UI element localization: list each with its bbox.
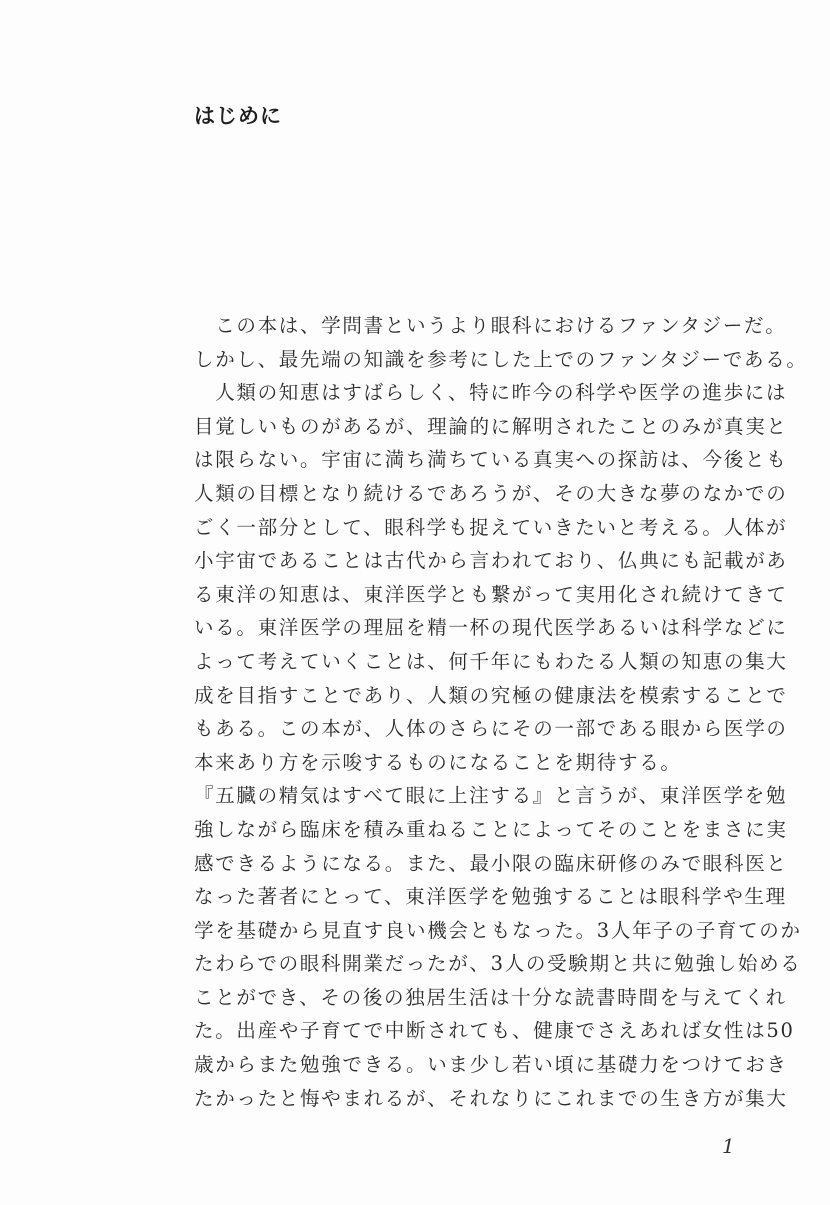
text-line: 『五臓の精気はすべて眼に上注する』と言うが、東洋医学を勉 [194, 784, 788, 808]
text-line: 感できるようになる。また、最小限の臨床研修のみで眼科医と [194, 851, 788, 875]
text-line: もある。この本が、人体のさらにその一部である眼から医学の [194, 717, 788, 741]
text-line: 学を基礎から見直す良い機会ともなった。3人年子の子育てのか [194, 918, 802, 942]
text-line: 小宇宙であることは古代から言われており、仏典にも記載があ [194, 549, 788, 573]
text-line: たかったと悔やまれるが、それなりにこれまでの生き方が集大 [194, 1086, 788, 1110]
text-line: いる。東洋医学の理屈を精一杯の現代医学あるいは科学などに [194, 616, 788, 640]
text-line: たわらでの眼科開業だったが、3人の受験期と共に勉強し始める [194, 952, 802, 976]
text-line: この本は、学問書というより眼科におけるファンタジーだ。 [194, 314, 787, 337]
text-line: 成を目指すことであり、人類の究極の健康法を模索することで [194, 683, 788, 707]
text-line: よって考えていくことは、何千年にもわたる人類の知恵の集大 [194, 649, 788, 673]
text-line: 歳からまた勉強できる。いま少し若い頃に基礎力をつけておき [194, 1053, 788, 1077]
page-number: 1 [722, 1134, 735, 1158]
text-line: る東洋の知恵は、東洋医学とも繋がって実用化され続けてきて [194, 582, 788, 606]
text-line: なった著者にとって、東洋医学を勉強することは眼科学や生理 [194, 885, 787, 909]
text-line: 人類の知恵はすばらしく、特に昨今の科学や医学の進歩には [194, 381, 788, 405]
text-line: 本来あり方を示唆するものになることを期待する。 [194, 750, 682, 774]
text-line: 人類の目標となり続けるであろうが、その大きな夢のなかでの [194, 481, 788, 505]
text-line: ごく一部分として、眼科学も捉えていきたいと考える。人体が [194, 515, 788, 539]
body-text [194, 309, 808, 1115]
text-line: ことができ、その後の独居生活は十分な読書時間を与えてくれ [194, 985, 787, 1009]
text-line: た。出産や子育てで中断されても、健康でさえあれば女性は50 [194, 1019, 795, 1043]
text-line: 強しながら臨床を積み重ねることによってそのことをまさに実 [194, 817, 788, 841]
text-line: しかし、最先端の知識を参考にした上でのファンタジーである。 [194, 347, 808, 371]
chapter-heading: はじめに [194, 103, 282, 128]
text-line: 目覚しいものがあるが、理論的に解明されたことのみが真実と [194, 414, 788, 438]
text-line: は限らない。宇宙に満ち満ちている真実への探訪は、今後とも [194, 448, 788, 472]
